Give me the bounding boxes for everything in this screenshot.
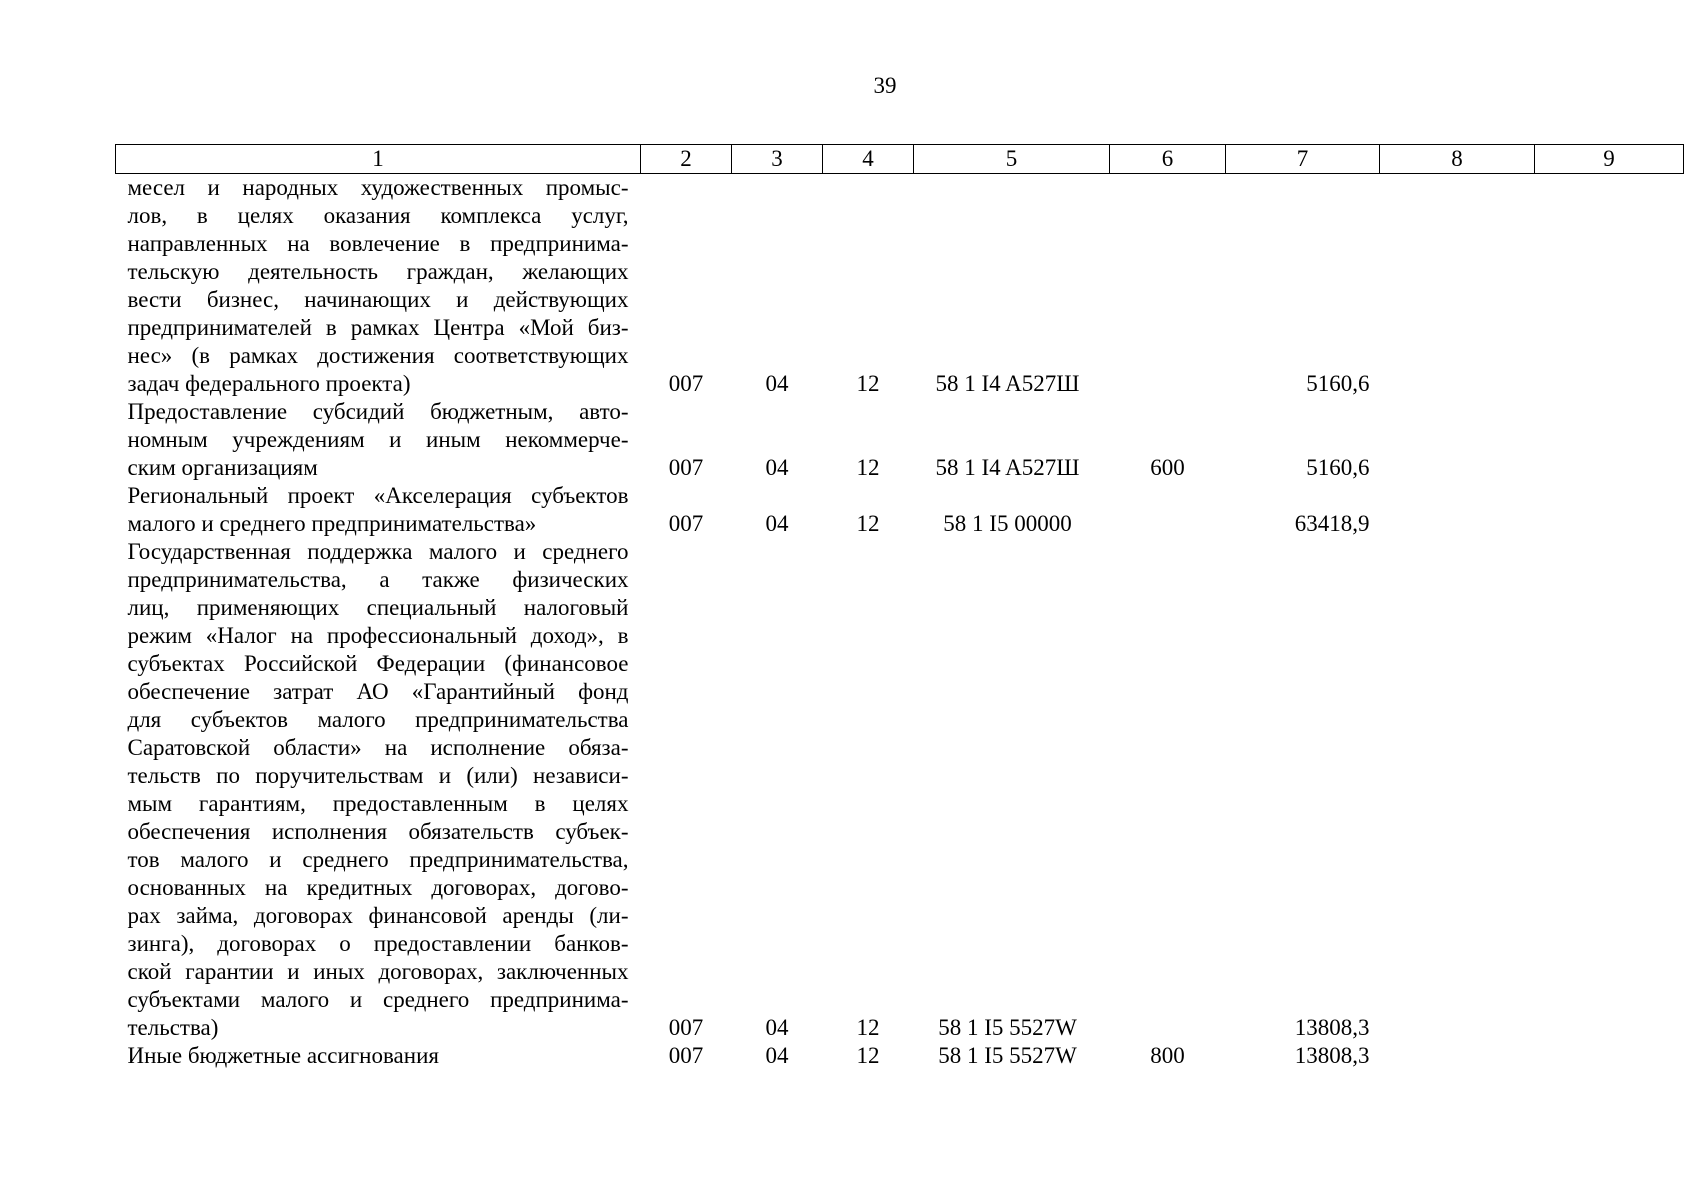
table-row	[116, 538, 1684, 1042]
subsection-code: 12	[856, 511, 880, 536]
description-line: Саратовской области» на исполнение обяза-	[127, 735, 629, 760]
section-code: 04	[765, 371, 789, 396]
description-line: тельств по поручительствам и (или) независи-	[127, 763, 629, 788]
section-code: 04	[765, 1015, 789, 1040]
description-line: направленных на вовлечение в предпринима-	[127, 231, 629, 256]
description-line: зинга), договорах о предоставлении банков-	[127, 931, 629, 956]
column-header: 2	[641, 145, 732, 174]
ministry-code: 007	[668, 1015, 704, 1040]
table-row	[116, 398, 1684, 482]
description-line: для субъектов малого предпринимательства	[127, 707, 629, 732]
column-8-cell	[1380, 538, 1535, 1042]
description-line: тельства)	[127, 1015, 219, 1040]
description-line: вести бизнес, начинающих и действующих	[127, 287, 629, 312]
ministry-code: 007	[668, 1043, 704, 1068]
amount-cell: 63418,9	[1294, 511, 1370, 536]
column-9-cell	[1535, 174, 1684, 399]
ministry-code: 007	[668, 455, 704, 480]
description-line: месел и народных художественных промыс-	[127, 175, 629, 200]
table-row	[116, 482, 1684, 538]
column-8-cell	[1380, 174, 1535, 399]
amount-cell: 5160,6	[1306, 371, 1370, 396]
ministry-code: 007	[668, 371, 704, 396]
target-article-code: 58 1 I5 5527W	[938, 1015, 1077, 1040]
amount-cell: 5160,6	[1306, 455, 1370, 480]
description-line: обеспечения исполнения обязательств субъек-	[127, 819, 629, 844]
description-line: предпринимательства, а также физических	[127, 567, 629, 592]
description-line: режим «Налог на профессиональный доход», в	[127, 623, 629, 648]
column-9-cell	[1535, 538, 1684, 1042]
expense-type-code: 800	[1150, 1043, 1185, 1068]
description-line: лиц, применяющих специальный налоговый	[127, 595, 629, 620]
description-line: номным учреждениям и иным некоммерче-	[127, 427, 629, 452]
description-line: Предоставление субсидий бюджетным, авто-	[127, 399, 629, 424]
description-line: малого и среднего предпринимательства»	[127, 511, 537, 536]
expense-type-code: 600	[1150, 455, 1185, 480]
table-body	[116, 174, 1684, 1071]
description-line: предпринимателей в рамках Центра «Мой биз-	[127, 315, 629, 340]
description-line: ским организациям	[127, 455, 318, 480]
column-header: 7	[1226, 145, 1380, 174]
subsection-code: 12	[856, 1043, 880, 1068]
description-line: обеспечение затрат АО «Гарантийный фонд	[127, 679, 629, 704]
description-line: Иные бюджетные ассигнования	[127, 1043, 439, 1068]
description-line: задач федерального проекта)	[127, 371, 411, 396]
description-line: субъектами малого и среднего предпринима-	[127, 987, 629, 1012]
column-9-cell	[1535, 482, 1684, 538]
table-row	[116, 174, 1684, 399]
expense-type-code	[1110, 538, 1226, 1042]
column-9-cell	[1535, 1042, 1684, 1070]
header-row	[116, 145, 1684, 174]
expense-type-code	[1110, 174, 1226, 399]
page-number: 39	[873, 73, 897, 98]
description-line: нес» (в рамках достижения соответствующих	[127, 343, 629, 368]
row-description	[116, 1042, 641, 1070]
description-line: субъектах Российской Федерации (финансовое	[127, 651, 629, 676]
column-8-cell	[1380, 1042, 1535, 1070]
expense-type-code	[1110, 482, 1226, 538]
row-description	[116, 538, 641, 1042]
target-article-code: 58 1 I5 00000	[943, 511, 1072, 536]
description-line: рах займа, договорах финансовой аренды (ли-	[127, 903, 629, 928]
subsection-code: 12	[856, 371, 880, 396]
description-line: мым гарантиям, предоставленным в целях	[127, 791, 629, 816]
amount-cell: 13808,3	[1294, 1043, 1370, 1068]
column-8-cell	[1380, 398, 1535, 482]
description-line: основанных на кредитных договорах, догово-	[127, 875, 629, 900]
description-line: лов, в целях оказания комплекса услуг,	[127, 203, 629, 228]
section-code: 04	[765, 1043, 789, 1068]
column-8-cell	[1380, 482, 1535, 538]
column-header: 6	[1110, 145, 1226, 174]
section-code: 04	[765, 455, 789, 480]
column-header: 9	[1535, 145, 1684, 174]
description-line: тов малого и среднего предпринимательства,	[127, 847, 629, 872]
row-description	[116, 482, 641, 538]
ministry-code: 007	[668, 511, 704, 536]
column-header: 5	[914, 145, 1110, 174]
column-header: 1	[116, 145, 641, 174]
description-line: ской гарантии и иных договорах, заключенных	[127, 959, 629, 984]
row-description	[116, 398, 641, 482]
column-header: 8	[1380, 145, 1535, 174]
target-article-code: 58 1 I5 5527W	[938, 1043, 1077, 1068]
subsection-code: 12	[856, 1015, 880, 1040]
budget-table	[115, 144, 1684, 1070]
subsection-code: 12	[856, 455, 880, 480]
description-line: Региональный проект «Акселерация субъектов	[127, 483, 629, 508]
column-header: 3	[732, 145, 823, 174]
column-header: 4	[823, 145, 914, 174]
description-line: тельскую деятельность граждан, желающих	[127, 259, 629, 284]
row-description	[116, 174, 641, 399]
table-row	[116, 1042, 1684, 1070]
amount-cell: 13808,3	[1294, 1015, 1370, 1040]
column-9-cell	[1535, 398, 1684, 482]
description-line: Государственная поддержка малого и среднего	[127, 539, 629, 564]
target-article-code: 58 1 I4 A527Ш	[935, 455, 1080, 480]
target-article-code: 58 1 I4 A527Ш	[935, 371, 1080, 396]
section-code: 04	[765, 511, 789, 536]
